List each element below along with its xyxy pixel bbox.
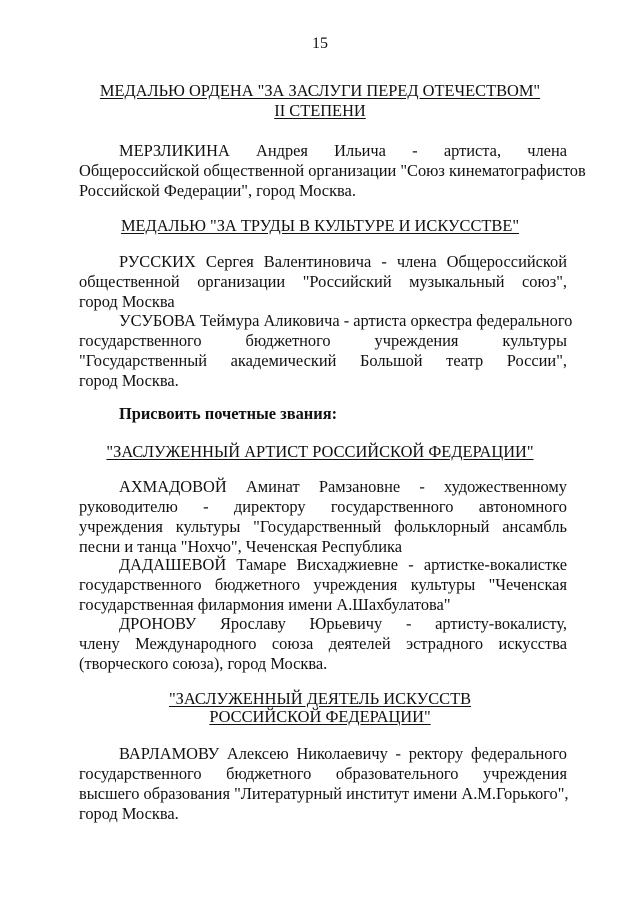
award-entry-line: РУССКИХ Сергея Валентиновича - члена Общероссийской — [119, 252, 567, 271]
award-entry-line: государственная филармония имени А.Шахбулатова" — [79, 595, 451, 614]
award-entry-line: (творческого союза), город Москва. — [79, 654, 328, 673]
section-heading-line: "ЗАСЛУЖЕННЫЙ АРТИСТ РОССИЙСКОЙ ФЕДЕРАЦИИ" — [106, 442, 534, 461]
award-entry-line: ДРОНОВУ Ярославу Юрьевичу - артисту-вокалисту, — [119, 614, 567, 633]
award-entry-line: члену Международного союза деятелей эстрадного искусства — [79, 634, 567, 653]
section-heading-line: РОССИЙСКОЙ ФЕДЕРАЦИИ" — [209, 707, 431, 726]
award-entry-line: город Москва. — [79, 371, 179, 390]
award-entry-line: УСУБОВА Теймура Аликовича - артиста оркестра федерального — [119, 311, 573, 330]
honorary-titles-intro: Присвоить почетные звания: — [119, 404, 338, 423]
award-entry-line: государственного бюджетного образовательного учреждения — [79, 764, 567, 783]
section-heading-line: МЕДАЛЬЮ ОРДЕНА "ЗА ЗАСЛУГИ ПЕРЕД ОТЕЧЕСТВОМ" — [99, 81, 541, 100]
award-entry-line: ВАРЛАМОВУ Алексею Николаевичу - ректору федерального — [119, 744, 567, 763]
award-entry-line: государственного бюджетного учреждения культуры — [79, 331, 567, 350]
award-entry-line: АХМАДОВОЙ Аминат Рамзановне - художественному — [119, 477, 567, 496]
award-entry-line: Общероссийской общественной организации "Союз кинематографистов — [79, 161, 586, 180]
award-entry-line: государственного бюджетного учреждения культуры "Чеченская — [79, 575, 567, 594]
award-entry-line: ДАДАШЕВОЙ Тамаре Висхаджиевне - артистке-вокалистке — [119, 555, 567, 574]
award-entry-line: общественной организации "Российский музыкальный союз", — [79, 272, 567, 291]
section-heading-line: II СТЕПЕНИ — [274, 101, 366, 120]
section-heading-line: "ЗАСЛУЖЕННЫЙ ДЕЯТЕЛЬ ИСКУССТВ — [168, 689, 472, 708]
award-entry-line: высшего образования "Литературный институт имени А.М.Горького", — [79, 784, 569, 803]
award-entry-line: город Москва. — [79, 804, 179, 823]
page-number: 15 — [312, 35, 328, 52]
award-entry-line: учреждения культуры "Государственный фольклорный ансамбль — [79, 517, 567, 536]
award-entry-line: Российской Федерации", город Москва. — [79, 181, 356, 200]
award-entry-line: город Москва — [79, 292, 175, 311]
award-entry-line: МЕРЗЛИКИНА Андрея Ильича - артиста, члена — [119, 141, 567, 160]
award-entry-line: руководителю - директору государственного автономного — [79, 497, 567, 516]
section-heading-line: МЕДАЛЬЮ "ЗА ТРУДЫ В КУЛЬТУРЕ И ИСКУССТВЕ" — [120, 216, 520, 235]
award-entry-line: песни и танца "Нохчо", Чеченская Республика — [79, 537, 403, 556]
award-entry-line: "Государственный академический Большой театр России", — [79, 351, 567, 370]
